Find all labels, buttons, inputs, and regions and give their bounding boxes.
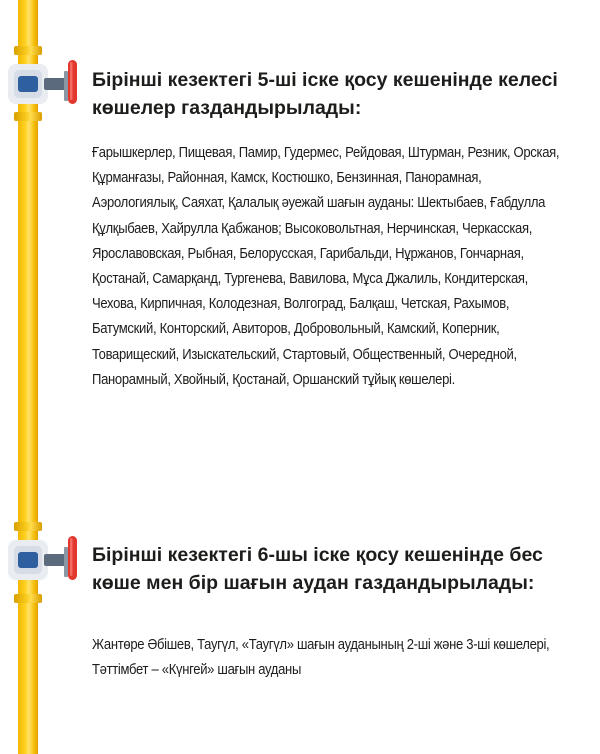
section-heading: Бірінші кезектегі 6-шы іске қосу кешенінде бес көше мен бір шағын аудан газдандырылады: — [92, 544, 543, 594]
gas-valve-icon — [6, 56, 86, 116]
section-launch-complex-6 — [92, 541, 572, 597]
pipe-coupling — [14, 522, 42, 531]
section-body-container — [92, 633, 572, 683]
street-list: Ғарышкерлер, Пищевая, Памир, Гудермес, Рейдовая, Штурман, Резник, Орская, Құрманғазы, Районная, Камск, Костюшко, Бензинная, Панорамная, Аэрологиялық, Саяхат, Қалалық әуежай шағын ауданы: Шектыбаев, Ғабдулла Құлқыбаев, Хайрулла Қабжанов; Высоковольтная, Нерчинская, Черкасская, Ярославовская, Рыбная, Белорусская, Гарибальди, Нұржанов, Гончарная, Қостанай, Самарқанд, Тургенева, Вавилова, Мұса Джалиль, Кондитерская, Чехова, Кирпичная, Колодезная, Волгоград, Балқаш, Четская, Рахымов, Батумский, Конторский, Авиторов, Добровольный, Камский, Коперник, Товарищеский, Изыскательский, Стартовый, Общественный, Очередной, Панорамный, Хвойный, Қостанай, Оршанский тұйық көшелері. — [92, 145, 560, 388]
pipe-coupling — [14, 46, 42, 55]
pipe-coupling — [14, 594, 42, 603]
section-body-container — [92, 141, 572, 393]
section-heading: Бірінші кезектегі 5-ші іске қосу кешенінде келесі көшелер газдандырылады: — [92, 69, 558, 119]
gas-valve-icon — [6, 532, 86, 592]
street-list: Жантөре Әбішев, Таугүл, «Таугүл» шағын ауданының 2-ші және 3-ші көшелері, Тәттімбет – «Күнгей» шағын ауданы — [92, 637, 550, 679]
section-launch-complex-5 — [92, 66, 572, 122]
